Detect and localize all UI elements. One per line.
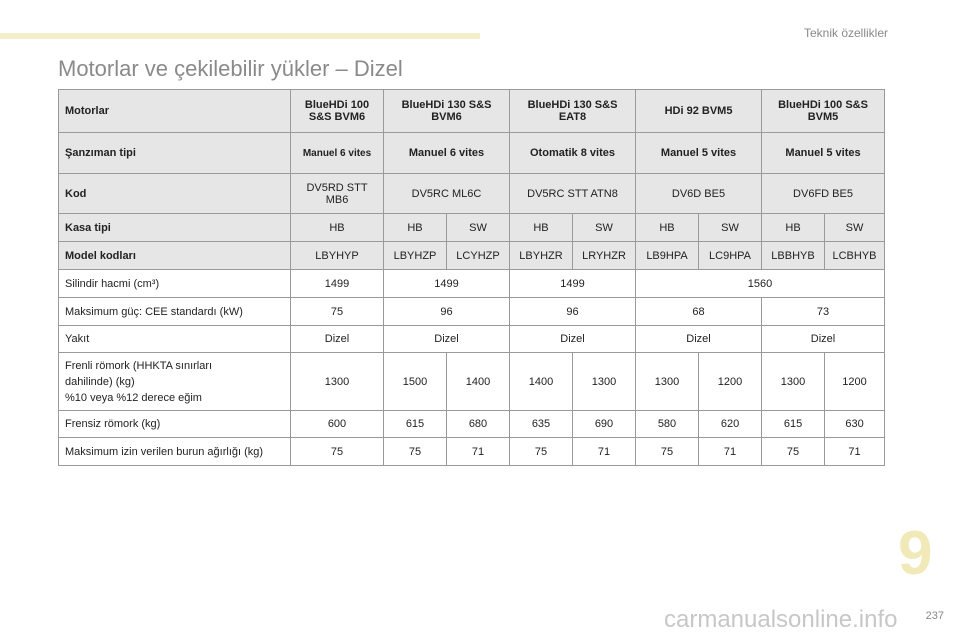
- nose-weight-cell: 75: [510, 438, 573, 466]
- engine-spec-table: [58, 89, 885, 466]
- gear-cell: Otomatik 8 vites: [510, 133, 636, 174]
- code-cell: DV5RC STT ATN8: [510, 174, 636, 214]
- nose-weight-cell: 71: [447, 438, 510, 466]
- row-kod: [59, 174, 885, 214]
- body-type-cell: HB: [291, 214, 384, 242]
- fuel-cell: Dizel: [291, 326, 384, 353]
- row-frenli: [59, 353, 885, 411]
- braked-trailer-cell: 1300: [636, 353, 699, 411]
- label-guc: Maksimum güç: CEE standardı (kW): [59, 298, 291, 326]
- row-silindir: [59, 270, 885, 298]
- code-cell: DV5RD STT MB6: [291, 174, 384, 214]
- unbraked-trailer-cell: 635: [510, 411, 573, 438]
- braked-trailer-cell: 1400: [510, 353, 573, 411]
- page-title: Motorlar ve çekilebilir yükler – Dizel: [58, 56, 403, 81]
- model-code-cell: LB9HPA: [636, 242, 699, 270]
- label-burun: Maksimum izin verilen burun ağırlığı (kg): [59, 438, 291, 466]
- engine-header: BlueHDi 100 S&S BVM5: [762, 90, 885, 133]
- unbraked-trailer-cell: 620: [699, 411, 762, 438]
- row-guc: [59, 298, 885, 326]
- body-type-cell: SW: [447, 214, 510, 242]
- row-motorlar: [59, 90, 885, 133]
- gear-cell: Manuel 6 vites: [384, 133, 510, 174]
- row-burun: [59, 438, 885, 466]
- label-sanziman: Şanzıman tipi: [59, 133, 291, 174]
- power-cell: 73: [762, 298, 885, 326]
- body-type-cell: HB: [384, 214, 447, 242]
- label-motorlar: Motorlar: [59, 90, 291, 133]
- engine-header: BlueHDi 100 S&S BVM6: [291, 90, 384, 133]
- unbraked-trailer-cell: 630: [825, 411, 885, 438]
- nose-weight-cell: 71: [825, 438, 885, 466]
- unbraked-trailer-cell: 600: [291, 411, 384, 438]
- unbraked-trailer-cell: 690: [573, 411, 636, 438]
- row-frensiz: [59, 411, 885, 438]
- body-type-cell: SW: [699, 214, 762, 242]
- model-code-cell: LBYHZP: [384, 242, 447, 270]
- label-kod: Kod: [59, 174, 291, 214]
- model-code-cell: LCBHYB: [825, 242, 885, 270]
- gear-cell: Manuel 6 vites: [291, 133, 384, 174]
- page-number: 237: [925, 610, 944, 622]
- braked-trailer-cell: 1500: [384, 353, 447, 411]
- fuel-cell: Dizel: [384, 326, 510, 353]
- gear-cell: Manuel 5 vites: [762, 133, 885, 174]
- nose-weight-cell: 71: [573, 438, 636, 466]
- nose-weight-cell: 71: [699, 438, 762, 466]
- displacement-cell: 1560: [636, 270, 885, 298]
- nose-weight-cell: 75: [762, 438, 825, 466]
- braked-trailer-cell: 1200: [825, 353, 885, 411]
- label-model: Model kodları: [59, 242, 291, 270]
- braked-trailer-cell: 1200: [699, 353, 762, 411]
- body-type-cell: SW: [825, 214, 885, 242]
- braked-trailer-cell: 1400: [447, 353, 510, 411]
- nose-weight-cell: 75: [636, 438, 699, 466]
- engine-header: BlueHDi 130 S&S BVM6: [384, 90, 510, 133]
- top-accent-bar: [0, 33, 480, 39]
- braked-trailer-cell: 1300: [762, 353, 825, 411]
- model-code-cell: LBBHYB: [762, 242, 825, 270]
- label-frenli: Frenli römork (HHKTA sınırları dahilinde) (kg) %10 veya %12 derece eğim: [59, 353, 291, 411]
- engine-header: BlueHDi 130 S&S EAT8: [510, 90, 636, 133]
- fuel-cell: Dizel: [636, 326, 762, 353]
- section-title: Teknik özellikler: [803, 26, 888, 40]
- model-code-cell: LRYHZR: [573, 242, 636, 270]
- braked-trailer-cell: 1300: [573, 353, 636, 411]
- model-code-cell: LCYHZP: [447, 242, 510, 270]
- displacement-cell: 1499: [384, 270, 510, 298]
- power-cell: 96: [384, 298, 510, 326]
- displacement-cell: 1499: [510, 270, 636, 298]
- gear-cell: Manuel 5 vites: [636, 133, 762, 174]
- body-type-cell: SW: [573, 214, 636, 242]
- nose-weight-cell: 75: [384, 438, 447, 466]
- label-silindir: Silindir hacmi (cm³): [59, 270, 291, 298]
- label-frensiz: Frensiz römork (kg): [59, 411, 291, 438]
- body-type-cell: HB: [510, 214, 573, 242]
- model-code-cell: LBYHZR: [510, 242, 573, 270]
- engine-header: HDi 92 BVM5: [636, 90, 762, 133]
- power-cell: 75: [291, 298, 384, 326]
- unbraked-trailer-cell: 615: [762, 411, 825, 438]
- label-yakit: Yakıt: [59, 326, 291, 353]
- body-type-cell: HB: [762, 214, 825, 242]
- unbraked-trailer-cell: 615: [384, 411, 447, 438]
- fuel-cell: Dizel: [762, 326, 885, 353]
- power-cell: 68: [636, 298, 762, 326]
- code-cell: DV6FD BE5: [762, 174, 885, 214]
- row-yakit: [59, 326, 885, 353]
- model-code-cell: LBYHYP: [291, 242, 384, 270]
- row-sanziman: [59, 133, 885, 174]
- row-model: [59, 242, 885, 270]
- displacement-cell: 1499: [291, 270, 384, 298]
- body-type-cell: HB: [636, 214, 699, 242]
- unbraked-trailer-cell: 680: [447, 411, 510, 438]
- label-kasa: Kasa tipi: [59, 214, 291, 242]
- model-code-cell: LC9HPA: [699, 242, 762, 270]
- unbraked-trailer-cell: 580: [636, 411, 699, 438]
- power-cell: 96: [510, 298, 636, 326]
- row-kasa: [59, 214, 885, 242]
- watermark: carmanualsonline.info: [664, 606, 898, 633]
- code-cell: DV5RC ML6C: [384, 174, 510, 214]
- chapter-number: 9: [898, 519, 933, 588]
- code-cell: DV6D BE5: [636, 174, 762, 214]
- braked-trailer-cell: 1300: [291, 353, 384, 411]
- fuel-cell: Dizel: [510, 326, 636, 353]
- nose-weight-cell: 75: [291, 438, 384, 466]
